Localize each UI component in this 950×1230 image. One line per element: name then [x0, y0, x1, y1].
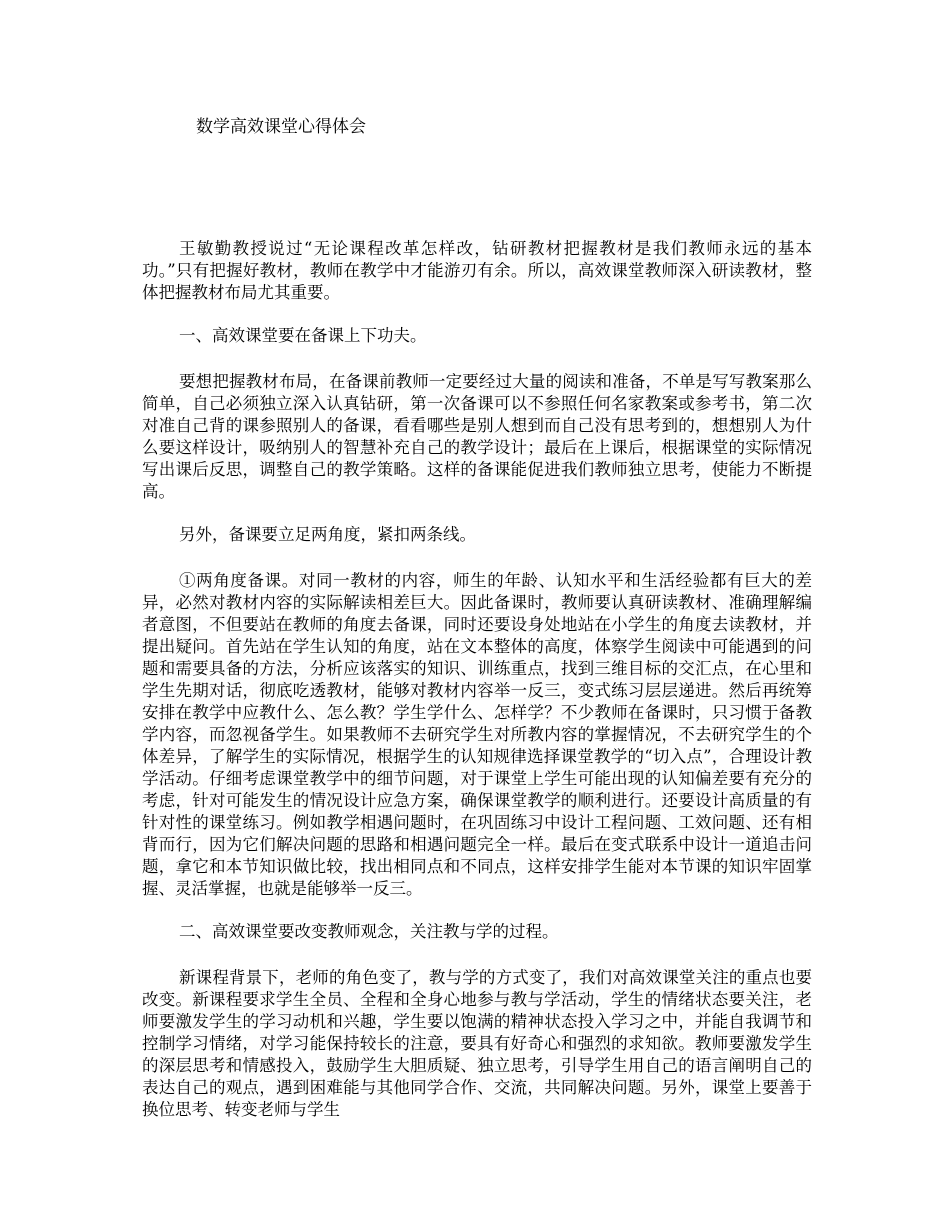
paragraph-intro: 王敏勤教授说过“无论课程改革怎样改，钻研教材把握教材是我们教师永远的基本功。”只有把握好教材，教师在教学中才能游刃有余。所以，高效课堂教师深入研读教材，整体把握教材布局尤其重要。	[142, 239, 812, 302]
document-body	[142, 238, 812, 1142]
paragraph-lesson-prep: 要想把握教材布局，在备课前教师一定要经过大量的阅读和准备，不单是写写教案那么简单，自己必须独立深入认真钻研，第一次备课可以不参照任何名家教案或参考书，第二次对准自己背的课参照别人的备课，看看哪些是别人想到而自己没有思考到的，想想别人为什么要这样设计，吸纳别人的智慧补充自己的教学设计；最后在上课后，根据课堂的实际情况写出课后反思，调整自己的教学策略。这样的备课能促进我们教师独立思考，使能力不断提高。	[142, 372, 812, 501]
document-title: 数学高效课堂心得体会	[196, 117, 366, 137]
section-heading-1: 一、高效课堂要在备课上下功夫。	[179, 326, 427, 345]
paragraph-two-angles-intro: 另外，备课要立足两角度，紧扣两条线。	[179, 525, 476, 544]
section-heading-2: 二、高效课堂要改变教师观念，关注教与学的过程。	[179, 922, 559, 941]
paragraph-new-curriculum: 新课程背景下，老师的角色变了，教与学的方式变了，我们对高效课堂关注的重点也要改变。新课程要求学生全员、全程和全身心地参与教与学活动，学生的情绪状态要关注，老师要激发学生的学习动机和兴趣，学生要以饱满的精神状态投入学习之中，并能自我调节和控制学习情绪，对学习能保持较长的注意，要具有好奇心和强烈的求知欲。教师要激发学生的深层思考和情感投入，鼓励学生大胆质疑、独立思考，引导学生用自己的语言阐明自己的表达自己的观点，遇到困难能与其他同学合作、交流，共同解决问题。另外，课堂上要善于换位思考、转变老师与学生	[142, 968, 812, 1119]
paragraph-two-angles-detail: ①两角度备课。对同一教材的内容，师生的年龄、认知水平和生活经验都有巨大的差异，必然对教材内容的实际解读相差巨大。因此备课时，教师要认真研读教材、准确理解编者意图，不但要站在教师的角度去备课，同时还要设身处地站在小学生的角度去读教材，并提出疑问。首先站在学生认知的角度，站在文本整体的高度，体察学生阅读中可能遇到的问题和需要具备的方法，分析应该落实的知识、训练重点，找到三维目标的交汇点，在心里和学生先期对话，彻底吃透教材，能够对教材内容举一反三，变式练习层层递进。然后再统筹安排在教学中应教什么、怎么教？学生学什么、怎样学？不少教师在备课时，只习惯于备教学内容，而忽视备学生。如果教师不去研究学生对所教内容的掌握情况，不去研究学生的个体差异，了解学生的实际情况，根据学生的认知规律选择课堂教学的“切入点”，合理设计教学活动。仔细考虑课堂教学中的细节问题，对于课堂上学生可能出现的认知偏差要有充分的考虑，针对可能发生的情况设计应急方案，确保课堂教学的顺利进行。还要设计高质量的有针对性的课堂练习。例如教学相遇问题时，在巩固练习中设计工程问题、工效问题、还有相背而行，因为它们解决问题的思路和相遇问题完全一样。最后在变式联系中设计一道追击问题，拿它和本节知识做比较，找出相同点和不同点，这样安排学生能对本节课的知识牢固掌握、灵活掌握，也就是能够举一反三。	[142, 571, 812, 898]
